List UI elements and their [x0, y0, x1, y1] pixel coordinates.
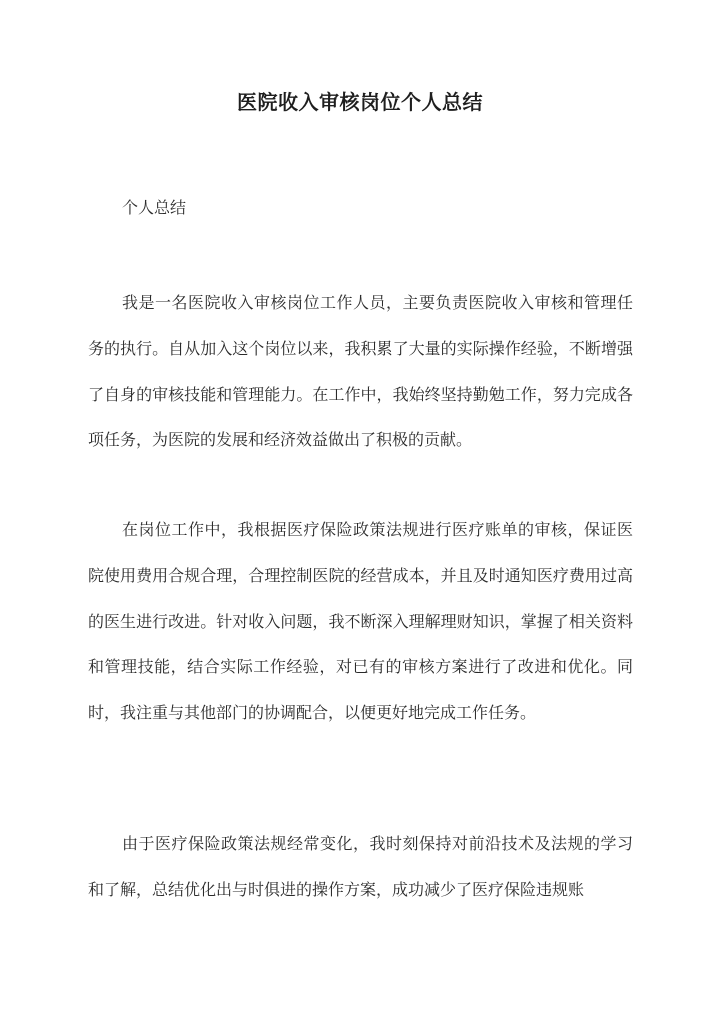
- paragraph-2: 在岗位工作中，我根据医疗保险政策法规进行医疗账单的审核，保证医院使用费用合规合理，合理控制医院的经营成本，并且及时通知医疗费用过高的医生进行改进。针对收入问题，我不断深入理解理财知识，掌握了相关资料和管理技能，结合实际工作经验，对已有的审核方案进行了改进和优化。同时，我注重与其他部门的协调配合，以便更好地完成工作任务。: [88, 520, 633, 723]
- section-heading: 个人总结: [122, 198, 187, 217]
- paragraph-3: 由于医疗保险政策法规经常变化，我时刻保持对前沿技术及法规的学习和了解，总结优化出与时俱进的操作方案，成功减少了医疗保险违规账: [88, 834, 633, 899]
- paragraph-1: 我是一名医院收入审核岗位工作人员，主要负责医院收入审核和管理任务的执行。自从加入这个岗位以来，我积累了大量的实际操作经验，不断增强了自身的审核技能和管理能力。在工作中，我始终坚持勤勉工作，努力完成各项任务，为医院的发展和经济效益做出了积极的贡献。: [88, 293, 633, 450]
- document-title: 医院收入审核岗位个人总结: [237, 90, 483, 114]
